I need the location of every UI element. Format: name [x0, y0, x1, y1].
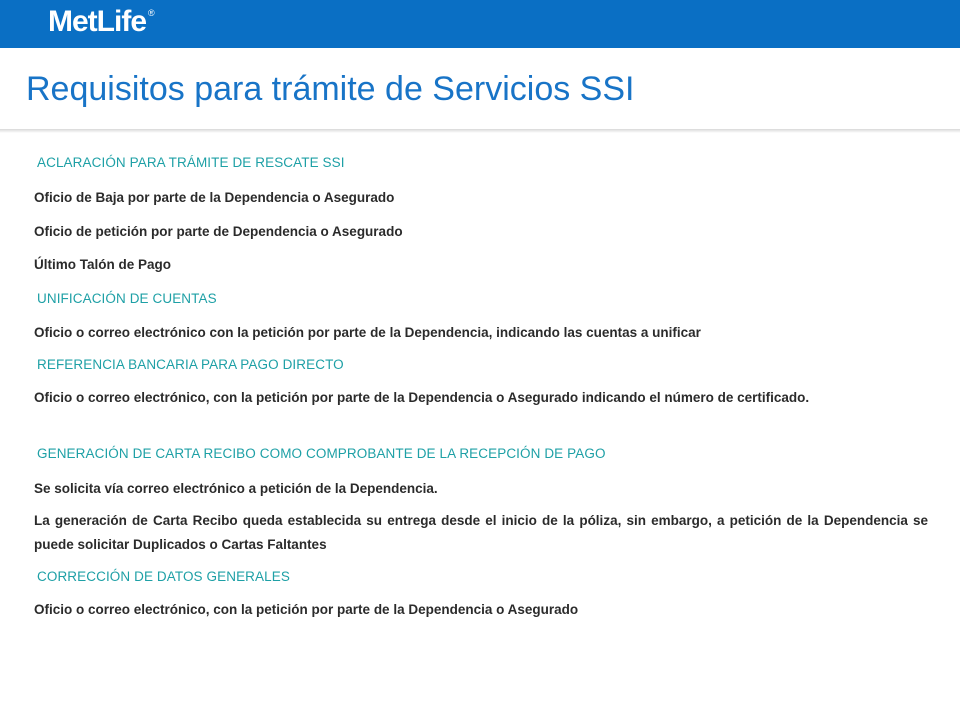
requirement-item: Oficio de petición por parte de Dependencia o Asegurado [34, 224, 403, 239]
registered-mark: ® [148, 8, 154, 18]
requirement-item: La generación de Carta Recibo queda establecida su entrega desde el inicio de la póliza, sin embargo, a petición de la Dependencia se puede solicitar Duplicados o Cartas Faltantes [34, 513, 928, 552]
page-title: Requisitos para trámite de Servicios SSI [26, 70, 635, 108]
requirement-item: Se solicita vía correo electrónico a petición de la Dependencia. [34, 481, 438, 496]
requirement-item: Último Talón de Pago [34, 257, 172, 272]
section-heading-unificacion: UNIFICACIÓN DE CUENTAS [37, 291, 217, 306]
section-heading-rescate: ACLARACIÓN PARA TRÁMITE DE RESCATE SSI [37, 155, 345, 170]
section-heading-referencia: REFERENCIA BANCARIA PARA PAGO DIRECTO [37, 357, 344, 372]
logo-text: MetLife [48, 5, 146, 38]
section-heading-carta-recibo: GENERACIÓN DE CARTA RECIBO COMO COMPROBANTE DE LA RECEPCIÓN DE PAGO [37, 446, 606, 461]
requirement-item: Oficio o correo electrónico, con la petición por parte de la Dependencia o Asegurado [34, 602, 579, 617]
requirement-item: Oficio de Baja por parte de la Dependencia o Asegurado [34, 190, 395, 205]
title-divider [0, 129, 960, 133]
header-bar [0, 0, 960, 48]
section-heading-correccion: CORRECCIÓN DE DATOS GENERALES [37, 569, 290, 584]
metlife-logo [48, 5, 154, 39]
requirement-item: Oficio o correo electrónico, con la petición por parte de la Dependencia o Asegurado indicando el número de certificado. [34, 390, 810, 405]
requirement-item: Oficio o correo electrónico con la petición por parte de la Dependencia, indicando las cuentas a unificar [34, 325, 701, 340]
